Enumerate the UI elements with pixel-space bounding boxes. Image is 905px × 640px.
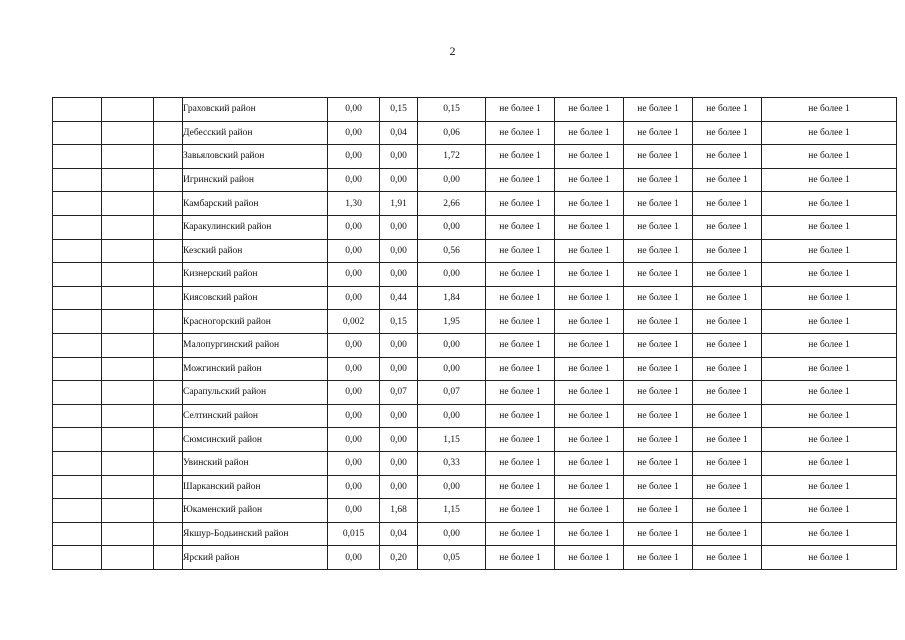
value-cell-v3: 0,00 [418,522,486,546]
limit-cell: не более 1 [486,404,555,428]
page-number: 2 [449,44,456,58]
limit-cell: не более 1 [693,333,762,357]
limit-cell: не более 1 [486,499,555,523]
empty-cell [102,286,154,310]
limit-cell: не более 1 [486,98,555,122]
limit-cell: не более 1 [486,145,555,169]
value-cell-v1: 0,002 [328,310,380,334]
empty-cell [102,475,154,499]
limit-cell: не более 1 [486,121,555,145]
empty-cell [154,168,183,192]
limit-cell: не более 1 [486,333,555,357]
limit-cell: не более 1 [762,546,897,570]
limit-cell: не более 1 [762,522,897,546]
value-cell-v3: 2,66 [418,192,486,216]
table-row [53,404,897,428]
value-cell-v3: 0,00 [418,215,486,239]
limit-cell: не более 1 [486,428,555,452]
empty-cell [53,428,102,452]
empty-cell [154,98,183,122]
value-cell-v1: 0,00 [328,333,380,357]
empty-cell [102,404,154,428]
value-cell-v1: 1,30 [328,192,380,216]
limit-cell: не более 1 [624,333,693,357]
limit-cell: не более 1 [555,475,624,499]
limit-cell: не более 1 [762,121,897,145]
limit-cell: не более 1 [624,145,693,169]
value-cell-v2: 0,00 [380,168,418,192]
limit-cell: не более 1 [762,145,897,169]
empty-cell [102,357,154,381]
value-cell-v2: 1,68 [380,499,418,523]
table-row [53,357,897,381]
limit-cell: не более 1 [693,239,762,263]
value-cell-v3: 0,00 [418,404,486,428]
limit-cell: не более 1 [693,428,762,452]
empty-cell [154,404,183,428]
value-cell-v3: 1,84 [418,286,486,310]
empty-cell [102,310,154,334]
limit-cell: не более 1 [486,168,555,192]
table-row [53,263,897,287]
limit-cell: не более 1 [555,145,624,169]
empty-cell [53,98,102,122]
limit-cell: не более 1 [693,310,762,334]
limit-cell: не более 1 [555,451,624,475]
empty-cell [154,333,183,357]
empty-cell [154,192,183,216]
limit-cell: не более 1 [762,168,897,192]
empty-cell [102,239,154,263]
value-cell-v1: 0,00 [328,263,380,287]
empty-cell [102,546,154,570]
limit-cell: не более 1 [624,121,693,145]
limit-cell: не более 1 [762,357,897,381]
limit-cell: не более 1 [693,121,762,145]
value-cell-v2: 0,20 [380,546,418,570]
limit-cell: не более 1 [486,192,555,216]
limit-cell: не более 1 [762,381,897,405]
value-cell-v3: 1,15 [418,499,486,523]
district-name-cell: Киясовский район [183,286,328,310]
district-name-cell: Кизнерский район [183,263,328,287]
table-row [53,192,897,216]
limit-cell: не более 1 [486,215,555,239]
limit-cell: не более 1 [486,357,555,381]
empty-cell [154,428,183,452]
value-cell-v2: 0,00 [380,404,418,428]
value-cell-v2: 1,91 [380,192,418,216]
limit-cell: не более 1 [555,215,624,239]
limit-cell: не более 1 [624,357,693,381]
limit-cell: не более 1 [762,215,897,239]
value-cell-v2: 0,00 [380,215,418,239]
district-name-cell: Шарканский район [183,475,328,499]
empty-cell [53,239,102,263]
district-name-cell: Юкаменский район [183,499,328,523]
limit-cell: не более 1 [555,357,624,381]
limit-cell: не более 1 [624,263,693,287]
district-name-cell: Селтинский район [183,404,328,428]
value-cell-v2: 0,00 [380,451,418,475]
value-cell-v1: 0,00 [328,357,380,381]
table-row [53,451,897,475]
value-cell-v2: 0,04 [380,522,418,546]
district-name-cell: Граховский район [183,98,328,122]
district-name-cell: Завьяловский район [183,145,328,169]
district-name-cell: Камбарский район [183,192,328,216]
value-cell-v1: 0,00 [328,451,380,475]
empty-cell [53,310,102,334]
limit-cell: не более 1 [486,286,555,310]
district-name-cell: Якшур-Бодьинский район [183,522,328,546]
value-cell-v1: 0,00 [328,428,380,452]
limit-cell: не более 1 [762,263,897,287]
empty-cell [154,310,183,334]
value-cell-v2: 0,15 [380,310,418,334]
limit-cell: не более 1 [693,215,762,239]
limit-cell: не более 1 [693,522,762,546]
value-cell-v3: 0,00 [418,357,486,381]
value-cell-v1: 0,00 [328,145,380,169]
value-cell-v2: 0,00 [380,475,418,499]
value-cell-v1: 0,00 [328,98,380,122]
empty-cell [154,451,183,475]
limit-cell: не более 1 [762,286,897,310]
limit-cell: не более 1 [555,499,624,523]
value-cell-v2: 0,00 [380,333,418,357]
empty-cell [102,428,154,452]
table-row [53,98,897,122]
district-name-cell: Малопургинский район [183,333,328,357]
empty-cell [102,168,154,192]
value-cell-v3: 0,56 [418,239,486,263]
limit-cell: не более 1 [624,428,693,452]
empty-cell [53,215,102,239]
limit-cell: не более 1 [555,428,624,452]
limit-cell: не более 1 [693,475,762,499]
value-cell-v3: 1,72 [418,145,486,169]
value-cell-v3: 0,05 [418,546,486,570]
table-row [53,522,897,546]
value-cell-v3: 0,06 [418,121,486,145]
district-name-cell: Дебесский район [183,121,328,145]
district-name-cell: Красногорский район [183,310,328,334]
limit-cell: не более 1 [693,546,762,570]
value-cell-v1: 0,00 [328,404,380,428]
limit-cell: не более 1 [624,546,693,570]
table-row [53,428,897,452]
limit-cell: не более 1 [624,192,693,216]
table-row [53,499,897,523]
table-row [53,215,897,239]
empty-cell [154,475,183,499]
limit-cell: не более 1 [762,404,897,428]
value-cell-v2: 0,00 [380,357,418,381]
limit-cell: не более 1 [555,98,624,122]
limit-cell: не более 1 [555,192,624,216]
limit-cell: не более 1 [624,310,693,334]
district-name-cell: Можгинский район [183,357,328,381]
limit-cell: не более 1 [486,263,555,287]
limit-cell: не более 1 [486,475,555,499]
limit-cell: не более 1 [624,98,693,122]
empty-cell [53,286,102,310]
empty-cell [53,192,102,216]
limit-cell: не более 1 [693,357,762,381]
empty-cell [53,381,102,405]
empty-cell [102,499,154,523]
limit-cell: не более 1 [693,145,762,169]
value-cell-v1: 0,00 [328,286,380,310]
limit-cell: не более 1 [762,239,897,263]
district-name-cell: Игринский район [183,168,328,192]
limit-cell: не более 1 [555,333,624,357]
district-name-cell: Увинский район [183,451,328,475]
value-cell-v2: 0,00 [380,145,418,169]
limit-cell: не более 1 [762,192,897,216]
limit-cell: не более 1 [693,192,762,216]
limit-cell: не более 1 [555,239,624,263]
empty-cell [154,546,183,570]
empty-cell [53,145,102,169]
value-cell-v2: 0,07 [380,381,418,405]
limit-cell: не более 1 [693,286,762,310]
limit-cell: не более 1 [555,263,624,287]
limit-cell: не более 1 [624,381,693,405]
value-cell-v1: 0,00 [328,168,380,192]
empty-cell [102,263,154,287]
district-name-cell: Ярский район [183,546,328,570]
empty-cell [53,546,102,570]
empty-cell [102,98,154,122]
table-row [53,239,897,263]
limit-cell: не более 1 [693,499,762,523]
table-row [53,145,897,169]
empty-cell [154,263,183,287]
empty-cell [154,239,183,263]
value-cell-v1: 0,00 [328,215,380,239]
empty-cell [154,215,183,239]
value-cell-v2: 0,04 [380,121,418,145]
empty-cell [154,522,183,546]
empty-cell [53,522,102,546]
limit-cell: не более 1 [555,546,624,570]
limit-cell: не более 1 [624,404,693,428]
limit-cell: не более 1 [762,310,897,334]
table-row [53,475,897,499]
value-cell-v3: 0,00 [418,168,486,192]
value-cell-v1: 0,00 [328,121,380,145]
empty-cell [102,192,154,216]
empty-cell [154,286,183,310]
value-cell-v3: 1,95 [418,310,486,334]
limit-cell: не более 1 [486,239,555,263]
limit-cell: не более 1 [624,239,693,263]
table-row [53,310,897,334]
limit-cell: не более 1 [693,451,762,475]
limit-cell: не более 1 [486,310,555,334]
empty-cell [102,215,154,239]
empty-cell [154,121,183,145]
value-cell-v3: 0,00 [418,475,486,499]
value-cell-v2: 0,00 [380,239,418,263]
table-row [53,333,897,357]
value-cell-v3: 0,00 [418,333,486,357]
value-cell-v3: 0,15 [418,98,486,122]
empty-cell [102,333,154,357]
limit-cell: не более 1 [486,451,555,475]
value-cell-v1: 0,00 [328,475,380,499]
empty-cell [154,357,183,381]
limit-cell: не более 1 [624,168,693,192]
limit-cell: не более 1 [486,381,555,405]
limit-cell: не более 1 [693,263,762,287]
limit-cell: не более 1 [555,121,624,145]
district-table [52,97,897,570]
empty-cell [53,121,102,145]
limit-cell: не более 1 [555,404,624,428]
limit-cell: не более 1 [693,98,762,122]
value-cell-v2: 0,00 [380,263,418,287]
empty-cell [154,499,183,523]
limit-cell: не более 1 [555,310,624,334]
limit-cell: не более 1 [624,215,693,239]
empty-cell [102,451,154,475]
district-name-cell: Сюмсинский район [183,428,328,452]
value-cell-v3: 1,15 [418,428,486,452]
district-name-cell: Сарапульский район [183,381,328,405]
table-row [53,286,897,310]
limit-cell: не более 1 [762,428,897,452]
value-cell-v1: 0,00 [328,546,380,570]
limit-cell: не более 1 [624,522,693,546]
empty-cell [53,333,102,357]
value-cell-v1: 0,00 [328,239,380,263]
limit-cell: не более 1 [555,522,624,546]
district-name-cell: Кезский район [183,239,328,263]
limit-cell: не более 1 [762,98,897,122]
table-row [53,381,897,405]
empty-cell [102,522,154,546]
empty-cell [53,168,102,192]
district-name-cell: Каракулинский район [183,215,328,239]
limit-cell: не более 1 [624,451,693,475]
limit-cell: не более 1 [486,522,555,546]
limit-cell: не более 1 [762,475,897,499]
limit-cell: не более 1 [693,381,762,405]
table-row [53,168,897,192]
limit-cell: не более 1 [693,404,762,428]
value-cell-v3: 0,07 [418,381,486,405]
value-cell-v2: 0,15 [380,98,418,122]
empty-cell [102,145,154,169]
empty-cell [53,499,102,523]
empty-cell [53,357,102,381]
limit-cell: не более 1 [624,475,693,499]
limit-cell: не более 1 [624,499,693,523]
empty-cell [154,381,183,405]
limit-cell: не более 1 [762,499,897,523]
limit-cell: не более 1 [762,451,897,475]
limit-cell: не более 1 [693,168,762,192]
empty-cell [102,381,154,405]
limit-cell: не более 1 [624,286,693,310]
value-cell-v1: 0,00 [328,499,380,523]
value-cell-v3: 0,00 [418,263,486,287]
empty-cell [102,121,154,145]
value-cell-v1: 0,00 [328,381,380,405]
empty-cell [53,404,102,428]
value-cell-v2: 0,00 [380,428,418,452]
value-cell-v2: 0,44 [380,286,418,310]
limit-cell: не более 1 [762,333,897,357]
value-cell-v1: 0,015 [328,522,380,546]
limit-cell: не более 1 [486,546,555,570]
empty-cell [154,145,183,169]
empty-cell [53,451,102,475]
limit-cell: не более 1 [555,168,624,192]
limit-cell: не более 1 [555,286,624,310]
empty-cell [53,475,102,499]
table-row [53,121,897,145]
table-row [53,546,897,570]
limit-cell: не более 1 [555,381,624,405]
value-cell-v3: 0,33 [418,451,486,475]
empty-cell [53,263,102,287]
